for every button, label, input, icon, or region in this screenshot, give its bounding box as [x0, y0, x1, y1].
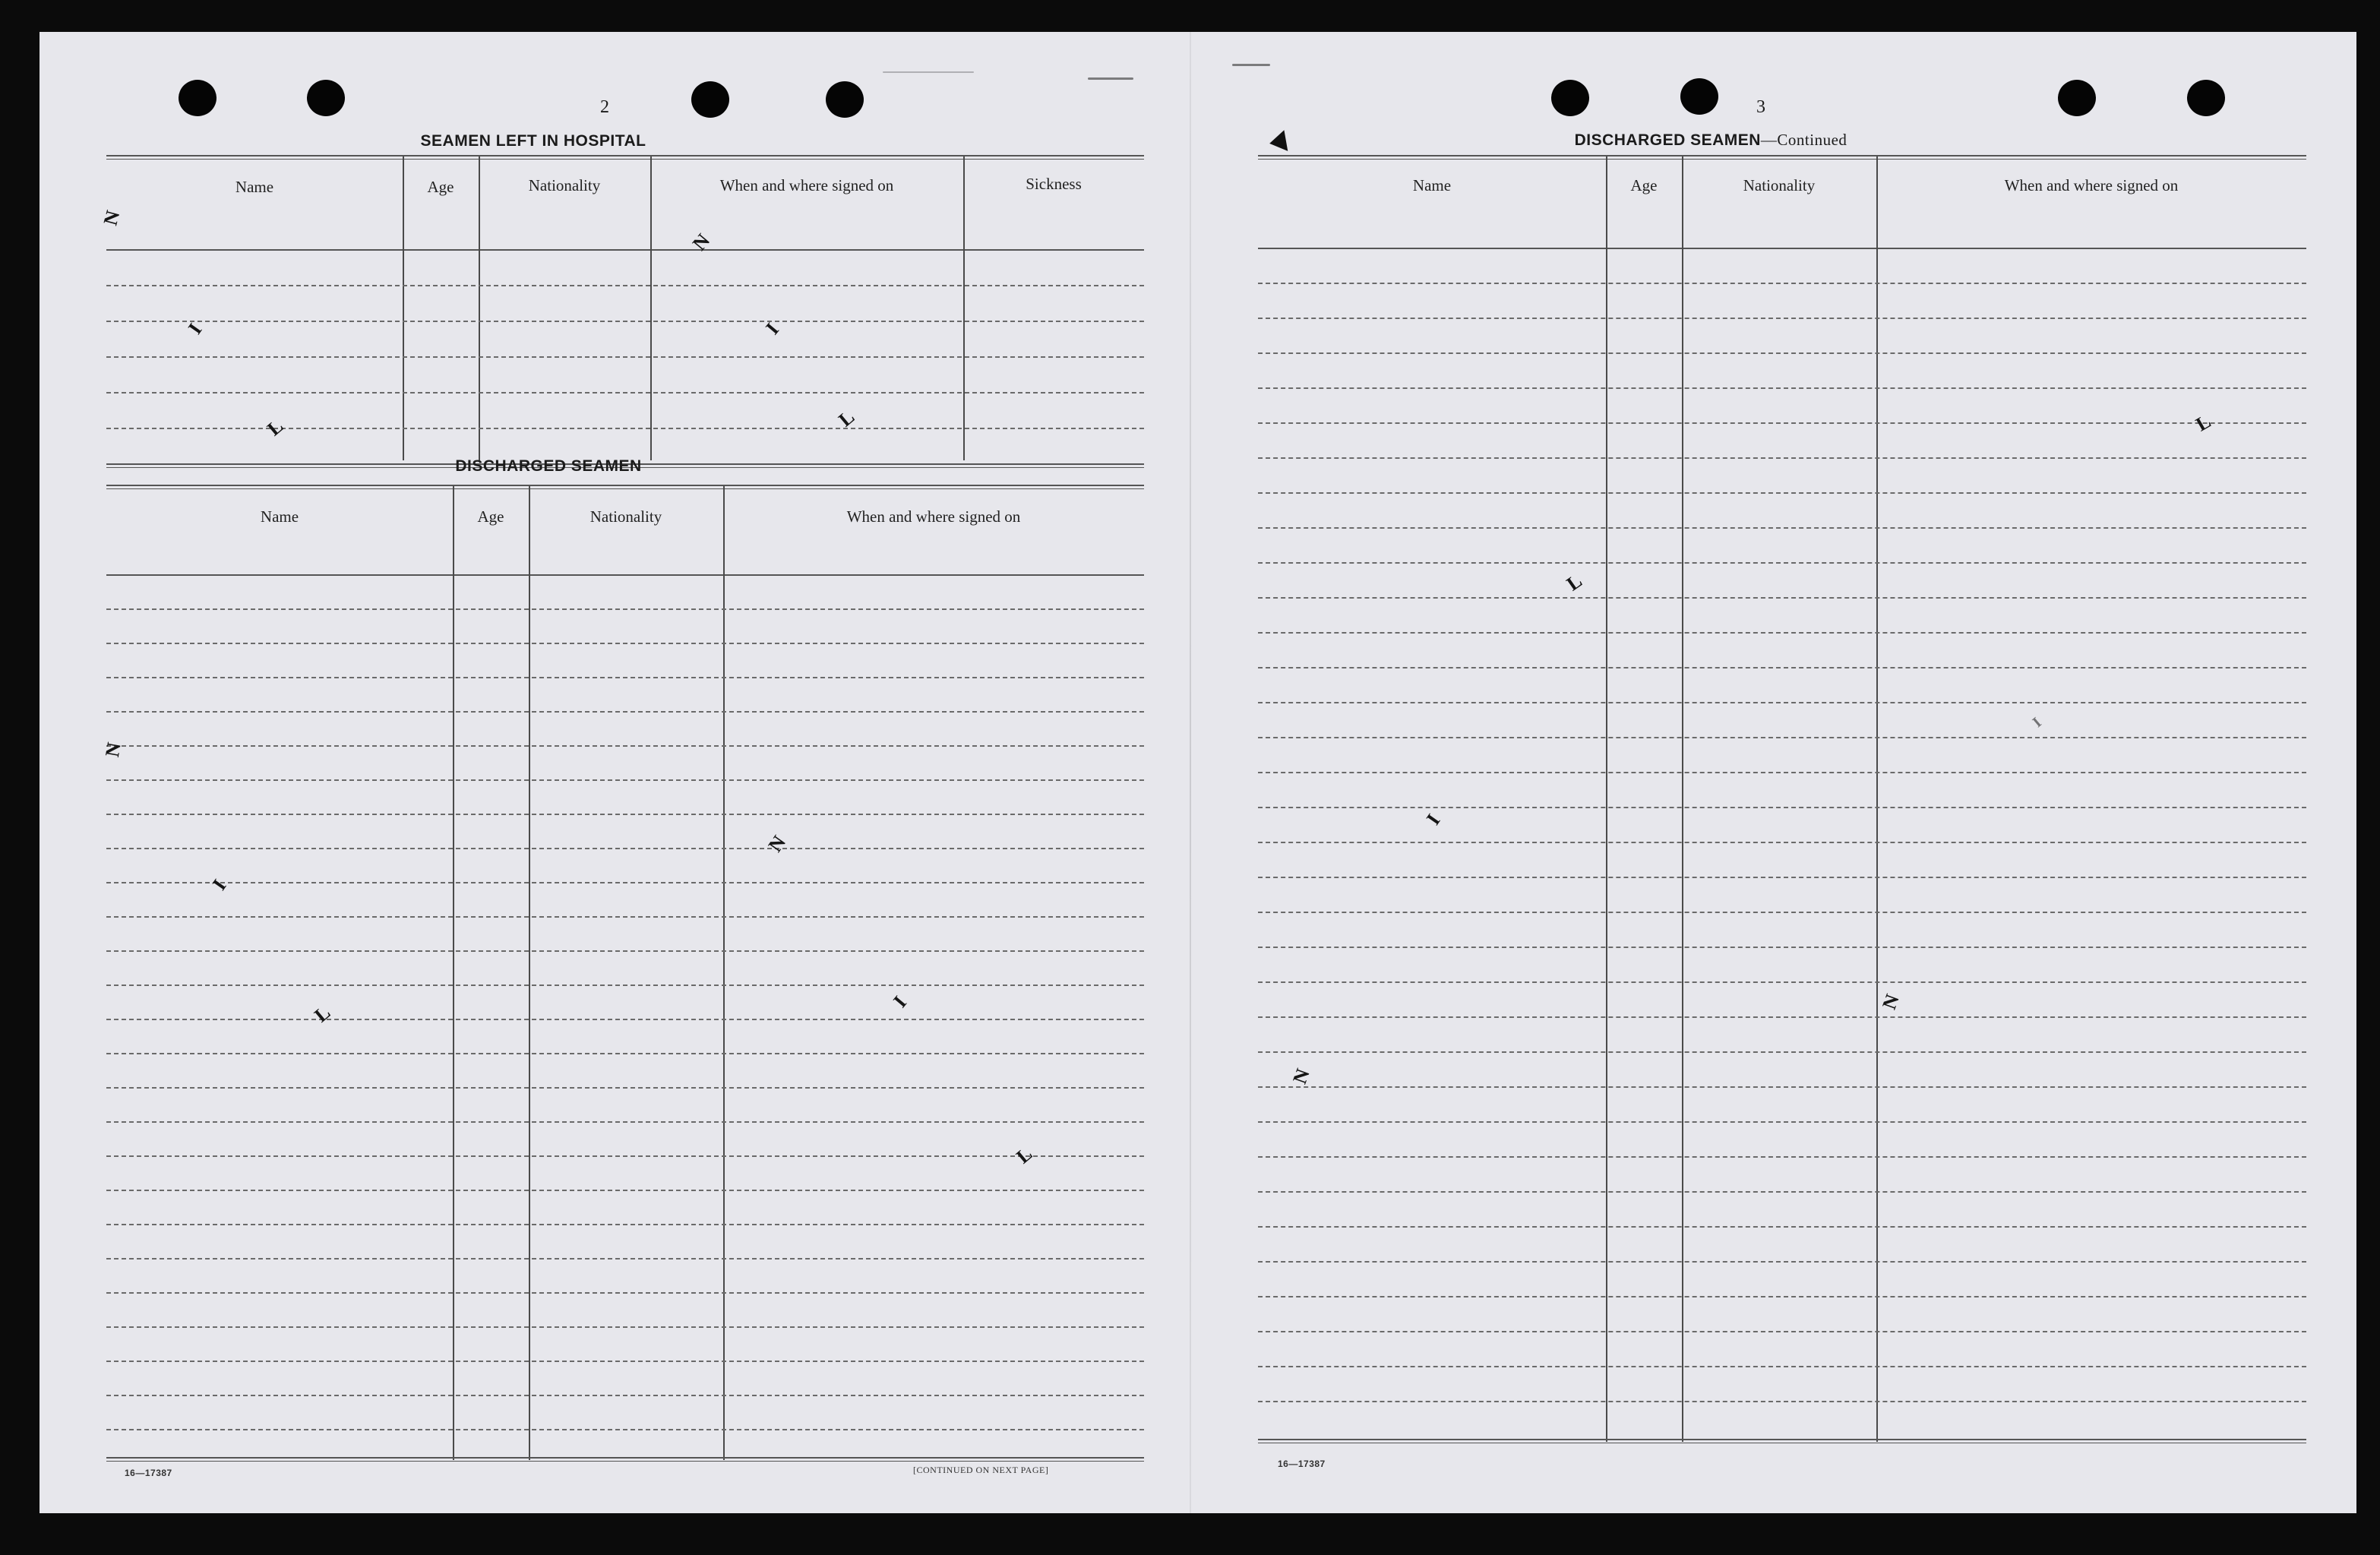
column-divider — [650, 156, 652, 460]
column-divider — [453, 486, 454, 1460]
row-line — [1258, 772, 2306, 773]
row-line — [1258, 632, 2306, 634]
document-sheet — [40, 32, 2356, 1513]
arrow-mark — [1268, 130, 1288, 153]
row-line — [1258, 912, 2306, 913]
column-divider — [1682, 156, 1683, 1442]
form-number-left: 16—17387 — [125, 1468, 172, 1478]
row-line — [1258, 1261, 2306, 1263]
row-line — [1258, 1191, 2306, 1193]
column-divider — [479, 156, 480, 460]
punch-hole — [1680, 78, 1718, 115]
column-header-nationality: Nationality — [1743, 176, 1816, 194]
header-underline — [1258, 248, 2306, 249]
row-line — [106, 848, 1144, 849]
row-line — [1258, 981, 2306, 983]
row-line — [106, 321, 1144, 322]
column-divider — [963, 156, 965, 460]
nil-stamp-letter: L — [2192, 409, 2215, 436]
row-line — [1258, 1156, 2306, 1158]
row-line — [1258, 457, 2306, 459]
row-line — [106, 392, 1144, 393]
row-line — [1258, 1086, 2306, 1088]
row-line — [106, 1258, 1144, 1259]
nil-stamp-letter: N — [1878, 991, 1904, 1013]
nil-stamp-letter: L — [1012, 1142, 1037, 1168]
row-line — [106, 1121, 1144, 1123]
row-line — [1258, 562, 2306, 564]
column-divider — [403, 156, 404, 460]
column-header-age: Age — [427, 178, 454, 196]
row-line — [1258, 1226, 2306, 1228]
row-line — [106, 428, 1144, 429]
punch-hole — [2058, 80, 2096, 116]
row-line — [1258, 597, 2306, 599]
table-top-rule — [1258, 155, 2306, 160]
column-header-signed-on: When and where signed on — [2004, 176, 2179, 194]
column-header-age: Age — [1630, 176, 1658, 194]
punch-hole — [691, 81, 729, 118]
row-line — [1258, 318, 2306, 319]
nil-stamp-letter: I — [889, 991, 912, 1012]
table-top-rule — [106, 485, 1144, 489]
row-line — [1258, 352, 2306, 354]
nil-stamp-letter: L — [310, 1000, 335, 1027]
column-divider — [529, 486, 530, 1460]
table-top-rule — [106, 155, 1144, 160]
row-line — [106, 1361, 1144, 1362]
row-line — [1258, 527, 2306, 529]
column-header-name: Name — [235, 178, 274, 196]
table-bottom-rule — [1258, 1439, 2306, 1443]
row-line — [106, 814, 1144, 815]
row-line — [106, 356, 1144, 358]
nil-stamp-letter: L — [834, 405, 859, 431]
column-header-nationality: Nationality — [589, 507, 662, 526]
row-line — [106, 779, 1144, 781]
nil-stamp-letter: N — [687, 229, 715, 255]
ink-smudge — [883, 71, 974, 73]
row-line — [106, 1019, 1144, 1020]
row-line — [106, 608, 1144, 610]
row-line — [106, 711, 1144, 713]
row-line — [106, 1326, 1144, 1328]
row-line — [106, 285, 1144, 286]
row-line — [106, 677, 1144, 678]
nil-stamp-letter: L — [1562, 569, 1586, 596]
column-header-sickness: Sickness — [1026, 175, 1082, 193]
row-line — [106, 882, 1144, 883]
nil-stamp-letter: L — [263, 414, 288, 441]
section-title-suffix: —Continued — [1760, 131, 1847, 149]
nil-stamp-letter: I — [183, 319, 207, 339]
punch-hole — [307, 80, 345, 116]
row-line — [106, 1087, 1144, 1089]
row-line — [1258, 283, 2306, 284]
column-divider — [1606, 156, 1607, 1442]
row-line — [106, 1053, 1144, 1054]
punch-hole — [2187, 80, 2225, 116]
row-line — [106, 1155, 1144, 1157]
row-line — [1258, 1331, 2306, 1332]
row-line — [1258, 492, 2306, 494]
row-line — [1258, 1051, 2306, 1053]
continued-note: [CONTINUED ON NEXT PAGE] — [913, 1465, 1049, 1475]
header-underline — [106, 574, 1144, 576]
row-line — [106, 1292, 1144, 1294]
nil-stamp-letter: N — [99, 208, 125, 228]
punch-hole — [1551, 80, 1589, 116]
row-line — [1258, 807, 2306, 808]
page-number-right: 3 — [1756, 97, 1765, 117]
row-line — [106, 1190, 1144, 1191]
column-header-signed-on: When and where signed on — [719, 176, 894, 194]
row-line — [106, 985, 1144, 986]
column-header-name: Name — [1412, 176, 1452, 194]
row-line — [1258, 702, 2306, 703]
row-line — [1258, 737, 2306, 738]
row-line — [1258, 947, 2306, 948]
row-line — [1258, 667, 2306, 668]
discharged-section-title: DISCHARGED SEAMEN — [455, 457, 642, 475]
nil-stamp-letter: N — [100, 741, 125, 759]
column-header-age: Age — [477, 507, 504, 526]
row-line — [1258, 422, 2306, 424]
row-line — [106, 643, 1144, 644]
header-underline — [106, 249, 1144, 251]
punch-hole — [179, 80, 217, 116]
nil-stamp-letter: I — [1421, 810, 1445, 830]
punch-hole — [826, 81, 864, 118]
row-line — [1258, 1121, 2306, 1123]
row-line — [106, 1395, 1144, 1396]
column-divider — [723, 486, 725, 1460]
nil-stamp-letter: N — [763, 831, 791, 856]
column-header-nationality: Nationality — [528, 176, 601, 194]
row-line — [1258, 387, 2306, 389]
row-line — [106, 950, 1144, 952]
column-divider — [1876, 156, 1878, 1442]
nil-stamp-letter: I — [207, 875, 231, 895]
row-line — [1258, 1366, 2306, 1367]
discharged-table-left — [106, 491, 1144, 1472]
form-number-right: 16—17387 — [1278, 1459, 1326, 1469]
ink-smudge — [1232, 64, 1270, 66]
row-line — [1258, 1016, 2306, 1018]
row-line — [1258, 1401, 2306, 1402]
row-line — [106, 1429, 1144, 1430]
table-bottom-rule — [106, 1457, 1144, 1462]
row-line — [1258, 842, 2306, 843]
row-line — [1258, 1296, 2306, 1297]
column-header-name: Name — [260, 507, 299, 526]
hospital-table — [106, 161, 1144, 466]
row-line — [106, 1224, 1144, 1225]
nil-stamp-letter: N — [1288, 1066, 1314, 1087]
ink-smudge — [1088, 77, 1133, 80]
column-header-signed-on: When and where signed on — [846, 507, 1021, 526]
row-line — [1258, 877, 2306, 878]
row-line — [106, 745, 1144, 747]
page-number-left: 2 — [600, 97, 609, 117]
section-title-text: DISCHARGED SEAMEN — [1574, 131, 1761, 149]
nil-stamp-letter: I — [2029, 714, 2045, 732]
discharged-continued-title — [1521, 131, 1901, 150]
hospital-section-title: SEAMEN LEFT IN HOSPITAL — [420, 132, 646, 150]
discharged-table-right — [1258, 161, 2306, 1448]
nil-stamp-letter: I — [761, 318, 784, 339]
row-line — [106, 916, 1144, 918]
